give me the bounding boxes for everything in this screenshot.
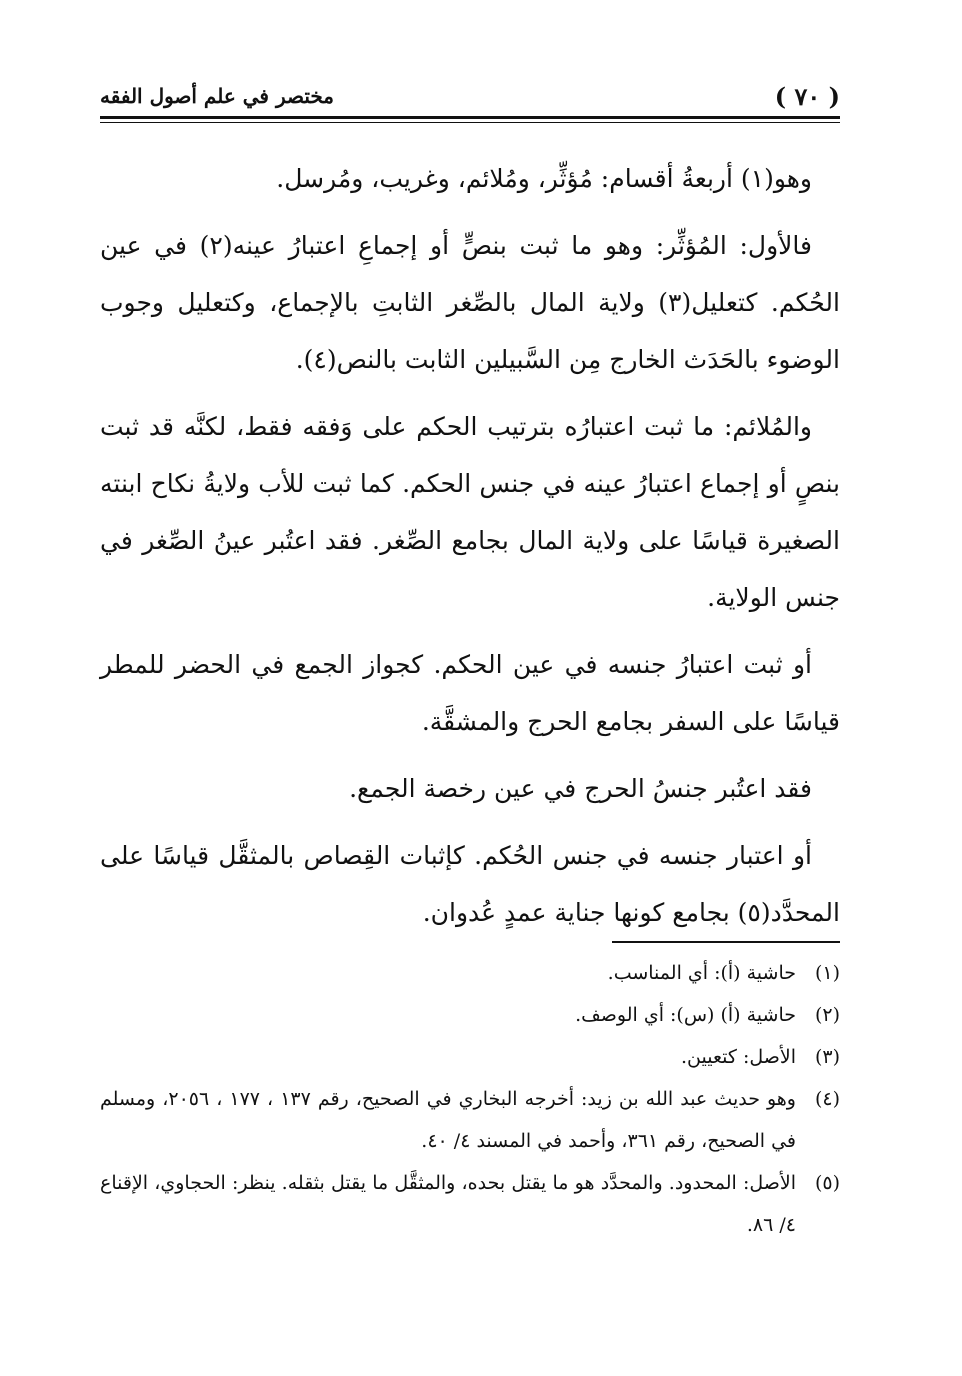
header-rule-thick [100, 116, 840, 119]
footnotes [100, 952, 840, 1246]
footnote [100, 952, 840, 994]
footnote-number: (٥) [814, 1172, 840, 1194]
footnote-number: (٣) [814, 1046, 840, 1068]
paragraph: أو ثبت اعتبارُ جنسه في عين الحكم. كجواز الجمع في الحضر للمطر قياسًا على السفر بجامع الحرج والمشقَّة. [100, 650, 840, 736]
footnote [100, 1162, 840, 1246]
paragraph: فقد اعتُبر جنسُ الحرج في عين رخصة الجمع. [349, 774, 812, 803]
footnote [100, 1036, 840, 1078]
running-header [100, 76, 840, 116]
footnote-number: (٤) [814, 1088, 840, 1110]
footnote [100, 994, 840, 1036]
footnote [100, 1078, 840, 1162]
footnote-number: (٢) [814, 1004, 840, 1026]
header-rule-thin [100, 122, 840, 123]
paragraph: أو اعتبار جنسه في جنس الحُكم. كإثبات القِصاص بالمثقَّل قياسًا على المحدَّد(٥) بجامع كونها جناية عمدٍ عُدوان. [100, 841, 840, 927]
footnote-text: حاشية (أ) (س): أي الوصف. [575, 1004, 796, 1026]
footnote-text: وهو حديث عبد الله بن زيد: أخرجه البخاري في الصحيح، رقم ١٣٧ ، ١٧٧ ، ٢٠٥٦، ومسلم في الصحيح، رقم ٣٦١، وأحمد في المسند ٤/ ٤٠. [100, 1088, 796, 1152]
footnote-number: (١) [814, 962, 840, 984]
footnote-text: الأصل: المحدود. والمحدَّد هو ما يقتل بحده، والمثقَّل ما يقتل بثقله. ينظر: الحجاوي، الإقناع ٤/ ٨٦. [100, 1172, 796, 1236]
page-number: ( ٧٠ ) [774, 81, 840, 111]
paragraph: فالأول: المُؤثِّر: وهو ما ثبت بنصٍّ أو إجماعِ اعتبارُ عينه(٢) في عين الحُكم. كتعليل(٣) ولاية المال بالصِّغر الثابتِ بالإجماع، وكتعليل وجوب الوضوء بالحَدَث الخارج مِن السَّبيلين الثابت بالنص(٤). [100, 231, 840, 374]
footnote-text: حاشية (أ): أي المناسب. [607, 962, 796, 984]
footnote-text: الأصل: كتعيين. [681, 1046, 796, 1068]
paragraph: والمُلائم: ما ثبت اعتبارُه بترتيب الحكم على وَفقه فقط، لكنَّه قد ثبت بنصٍ أو إجماع اعتبارُ عينه في جنس الحكم. كما ثبت للأب ولايةُ نكاح ابنته الصغيرة قياسًا على ولاية المال بجامع الصِّغر. فقد اعتُبر عينُ الصِّغر في جنس الولاية. [100, 412, 840, 612]
paragraph: وهو(١) أربعةُ أقسام: مُؤثِّر، ومُلائم، وغريب، ومُرسل. [276, 164, 812, 193]
book-title: مختصر في علم أصول الفقه [100, 84, 334, 108]
footnote-separator [612, 941, 840, 943]
main-text [100, 150, 840, 951]
